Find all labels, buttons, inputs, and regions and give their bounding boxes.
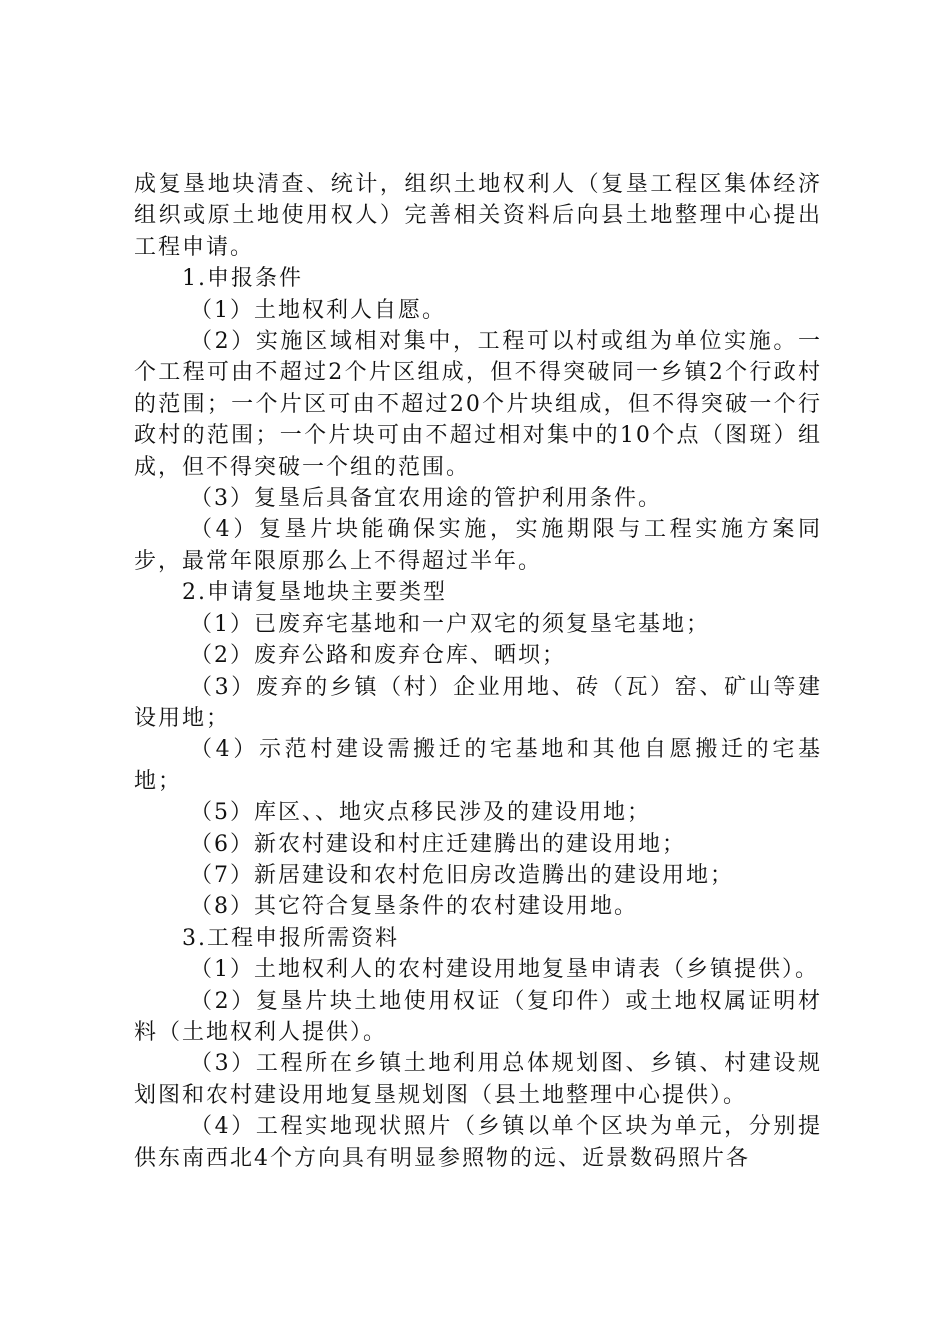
intro-paragraph: 成复垦地块清查、统计，组织土地权利人（复垦工程区集体经济组织或原土地使用权人）完善相关资料后向县土地整理中心提出工程申请。 [134,172,822,260]
list-item: （4）复垦片块能确保实施，实施期限与工程实施方案同步，最常年限原那么上不得超过半年。 [134,517,822,574]
section-application-conditions [134,263,822,577]
section-plot-types [134,577,822,922]
list-item: （5）库区、、地灾点移民涉及的建设用地； [190,800,651,826]
list-item: （2）实施区域相对集中，工程可以村或组为单位实施。一个工程可由不超过2个片区组成，但不得突破同一乡镇2个行政村的范围；一个片区可由不超过20个片块组成，但不得突破一个行政村的范围；一个片块可由不超过相对集中的10个点（图斑）组成，但不得突破一个组的范围。 [134,329,822,480]
list-item: （2）废弃公路和废弃仓库、晒坝； [190,643,566,669]
list-item: （1）已废弃宅基地和一户双宅的须复垦宅基地； [190,611,710,637]
section-heading: 3.工程申报所需资料 [182,925,399,951]
list-item: （6）新农村建设和村庄迁建腾出的建设用地； [190,831,686,857]
list-item: （1）土地权利人自愿。 [190,297,446,323]
list-item: （3）工程所在乡镇土地利用总体规划图、乡镇、村建设规划图和农村建设用地复垦规划图（县土地整理中心提供）。 [134,1051,822,1108]
section-heading: 1.申报条件 [182,266,303,292]
list-item: （2）复垦片块土地使用权证（复印件）或土地权属证明材料（土地权利人提供）。 [134,988,822,1045]
list-item: （1）土地权利人的农村建设用地复垦申请表（乡镇提供）。 [190,957,819,983]
section-required-materials [134,923,822,1174]
list-item: （8）其它符合复垦条件的农村建设用地。 [190,894,638,920]
section-heading: 2.申请复垦地块主要类型 [182,580,447,606]
list-item: （4）示范村建设需搬迁的宅基地和其他自愿搬迁的宅基地； [134,737,822,794]
document-body [134,169,822,1174]
list-item: （7）新居建设和农村危旧房改造腾出的建设用地； [190,862,734,888]
list-item: （3）复垦后具备宜农用途的管护利用条件。 [190,486,662,512]
list-item: （4）工程实地现状照片（乡镇以单个区块为单元，分别提供东南西北4个方向具有明显参照物的远、近景数码照片各 [134,1114,822,1171]
list-item: （3）废弃的乡镇（村）企业用地、砖（瓦）窑、矿山等建设用地； [134,674,822,731]
